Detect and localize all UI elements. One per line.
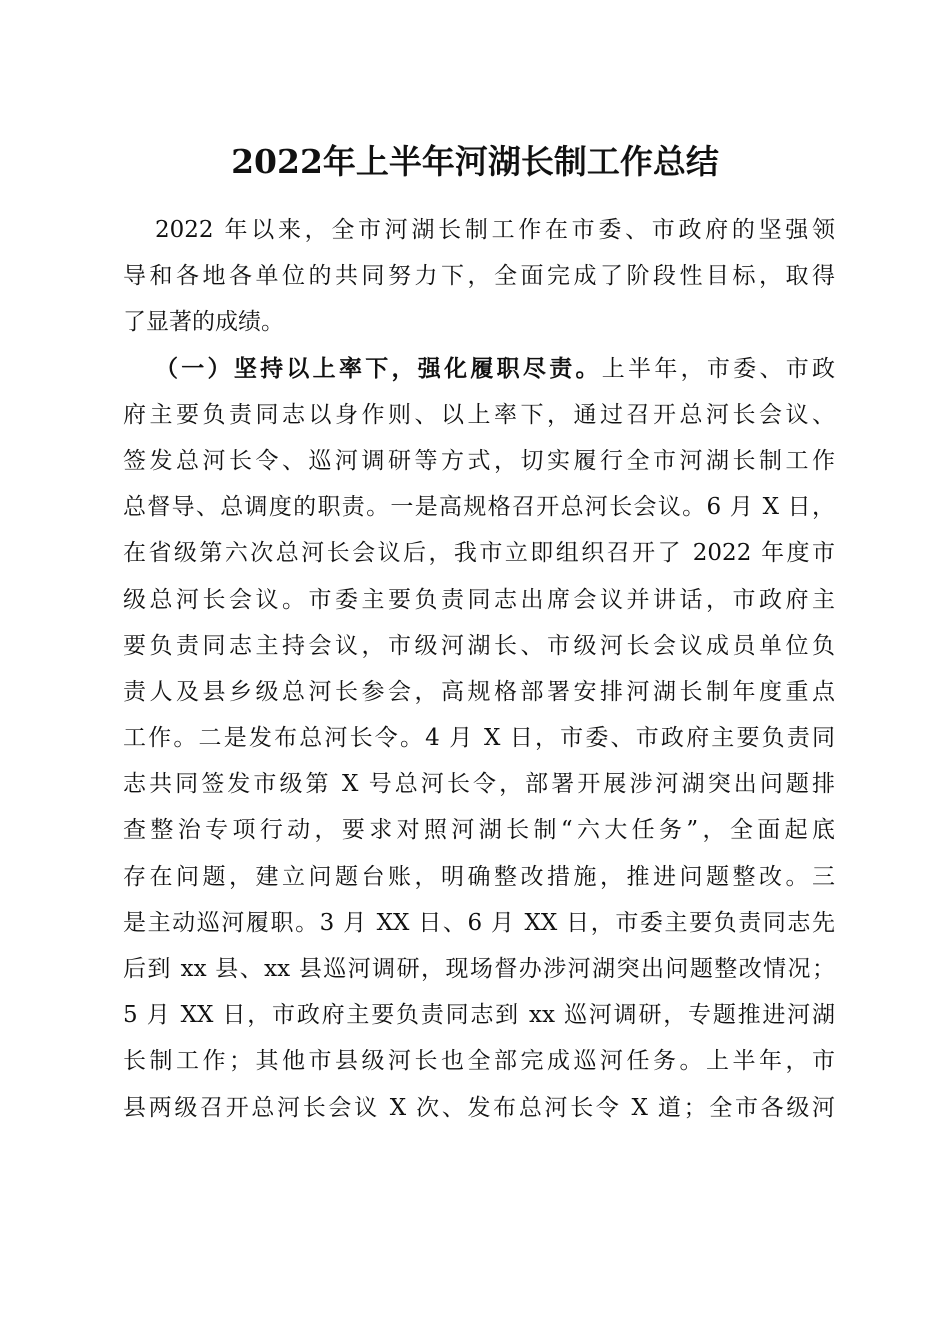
paragraph-2-line: 志共同签发市级第 X 号总河长令，部署开展涉河湖突出问题排 [123, 771, 835, 798]
paragraph-2-line: 责人及县乡级总河长参会，高规格部署安排河湖长制年度重点 [123, 678, 835, 705]
paragraph-2-line: 总督导、总调度的职责。一是高规格召开总河长会议。6 月 X 日， [123, 494, 835, 521]
paragraph-2-line: 存在问题，建立问题台账，明确整改措施，推进问题整改。三 [123, 863, 835, 890]
paragraph-1-line-1: 2022 年以来，全市河湖长制工作在市委、市政府的坚强领 [155, 217, 835, 243]
paragraph-1-line-2: 导和各地各单位的共同努力下，全面完成了阶段性目标，取得 [123, 263, 835, 290]
paragraph-2-line: 后到 xx 县、xx 县巡河调研，现场督办涉河湖突出问题整改情况； [123, 956, 835, 982]
paragraph-2-line: 在省级第六次总河长会议后，我市立即组织召开了 2022 年度市 [123, 540, 835, 567]
document-body [123, 207, 835, 1131]
document-title: 2022年上半年河湖长制工作总结 [231, 142, 719, 181]
paragraph-2-line: 是主动巡河履职。3 月 XX 日、6 月 XX 日，市委主要负责同志先 [123, 909, 835, 936]
paragraph-2-line: 长制工作；其他市县级河长也全部完成巡河任务。上半年，市 [123, 1048, 835, 1075]
paragraph-2-line: 要负责同志主持会议，市级河湖长、市级河长会议成员单位负 [123, 632, 835, 659]
paragraph-2-line: 查整治专项行动，要求对照河湖长制“六大任务”，全面起底 [123, 817, 835, 844]
paragraph-2-line: 5 月 XX 日，市政府主要负责同志到 xx 巡河调研，专题推进河湖 [123, 1002, 835, 1029]
paragraph-2-line-1 [123, 346, 835, 392]
section-heading: （一）坚持以上率下，强化履职尽责。 [155, 354, 602, 382]
paragraph-2-line: 级总河长会议。市委主要负责同志出席会议并讲话，市政府主 [123, 586, 835, 613]
paragraph-2-line: 签发总河长令、巡河调研等方式，切实履行全市河湖长制工作 [123, 447, 835, 474]
paragraph-2-line: 县两级召开总河长会议 X 次、发布总河长令 X 道；全市各级河 [123, 1094, 835, 1121]
paragraph-2-first-line-text: 上半年，市委、市政 [601, 355, 836, 382]
paragraph-1-line-3: 了显著的成绩。 [123, 309, 284, 336]
paragraph-2-line: 工作。二是发布总河长令。4 月 X 日，市委、市政府主要负责同 [123, 725, 835, 752]
paragraph-2-line: 府主要负责同志以身作则、以上率下，通过召开总河长会议、 [123, 401, 835, 428]
